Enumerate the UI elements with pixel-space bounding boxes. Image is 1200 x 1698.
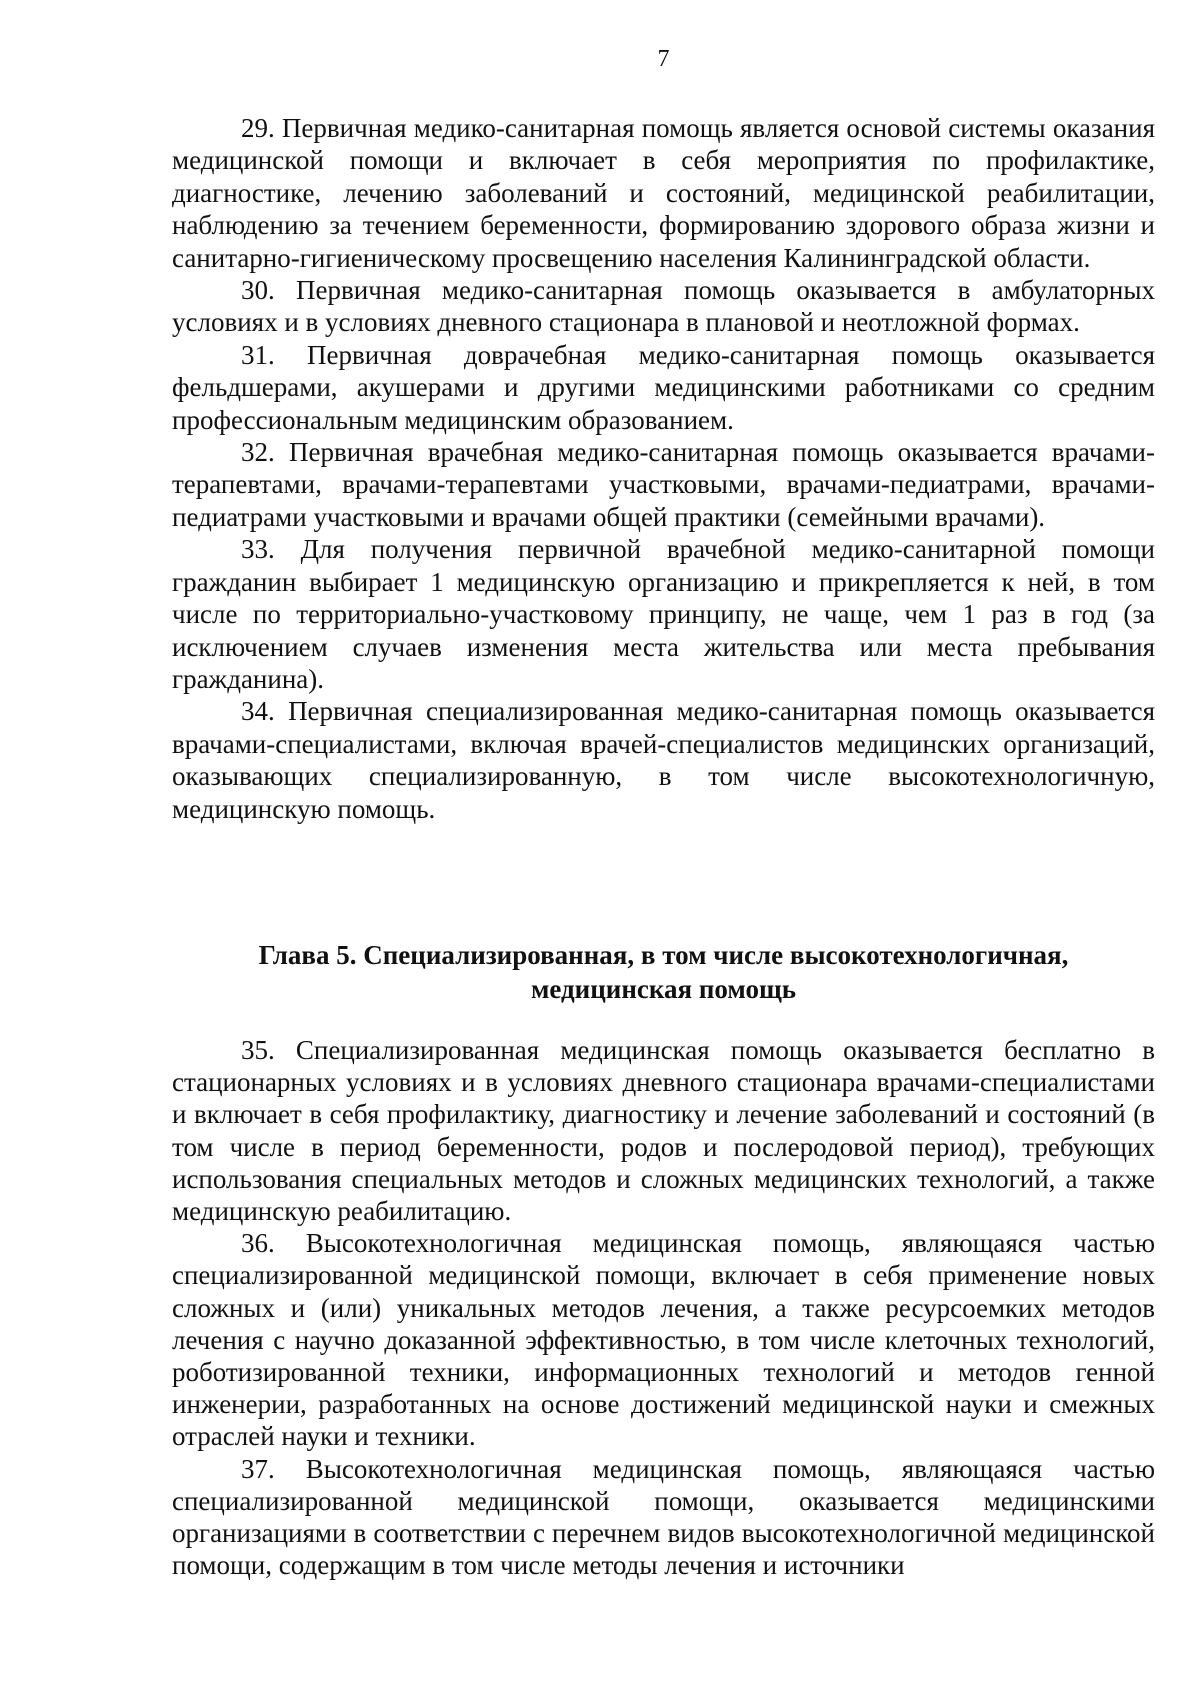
paragraph-30: 30. Первичная медико-санитарная помощь оказывается в амбулаторных условиях и в условиях дневного стационара в плановой и неотложной формах. xyxy=(172,275,1155,338)
chapter-heading-line-2: медицинская помощь xyxy=(530,974,797,1004)
paragraph-29: 29. Первичная медико-санитарная помощь является основой системы оказания медицинской помощи и включает в себя мероприятия по профилактике, диагностике, лечению заболеваний и состояний, медицинской реабилитации, наблюдению за течением беременности, формированию здорового образа жизни и санитарно-гигиеническому просвещению населения Калининградской области. xyxy=(172,113,1155,273)
section-after-chapter xyxy=(172,1034,1155,1581)
paragraph-35: 35. Специализированная медицинская помощь оказывается бесплатно в стационарных условиях и в условиях дневного стационара врачами-специалистами и включает в себя профилактику, диагностику и лечение заболеваний и состояний (в том числе в период беременности, родов и послеродовой период), требующих использования специальных методов и сложных медицинских технологий, а также медицинскую реабилитацию. xyxy=(172,1035,1155,1227)
paragraph-34: 34. Первичная специализированная медико-санитарная помощь оказывается врачами-специалистами, включая врачей-специалистов медицинских организаций, оказывающих специализированную, в том числе высокотехнологичную, медицинскую помощь. xyxy=(172,696,1155,824)
paragraph-33: 33. Для получения первичной врачебной медико-санитарной помощи гражданин выбирает 1 медицинскую организацию и прикрепляется к ней, в том числе по территориально-участковому принципу, не чаще, чем 1 раз в год (за исключением случаев изменения места жительства или места пребывания гражданина). xyxy=(172,534,1155,694)
paragraph-37: 37. Высокотехнологичная медицинская помощь, являющаяся частью специализированной медицинской помощи, оказывается медицинскими организациями в соответствии с перечнем видов высокотехнологичной медицинской помощи, содержащим в том числе методы лечения и источники xyxy=(172,1453,1155,1581)
document-page xyxy=(172,0,1155,1698)
paragraph-36: 36. Высокотехнологичная медицинская помощь, являющаяся частью специализированной медицинской помощи, включает в себя применение новых сложных и (или) уникальных методов лечения, а также ресурсоемких методов лечения с научно доказанной эффективностью, в том числе клеточных технологий, роботизированной техники, информационных технологий и методов генной инженерии, разработанных на основе достижений медицинской науки и смежных отраслей науки и техники. xyxy=(172,1228,1155,1452)
page-number: 7 xyxy=(657,46,670,72)
section-before-chapter xyxy=(172,112,1155,825)
chapter-heading xyxy=(172,938,1155,1006)
paragraph-31: 31. Первичная доврачебная медико-санитарная помощь оказывается фельдшерами, акушерами и другими медицинскими работниками со средним профессиональным медицинским образованием. xyxy=(172,339,1155,435)
chapter-heading-line-1: Глава 5. Специализированная, в том числе высокотехнологичная, xyxy=(258,940,1069,970)
paragraph-32: 32. Первичная врачебная медико-санитарная помощь оказывается врачами-терапевтами, врачами-терапевтами участковыми, врачами-педиатрами, врачами-педиатрами участковыми и врачами общей практики (семейными врачами). xyxy=(172,437,1155,532)
